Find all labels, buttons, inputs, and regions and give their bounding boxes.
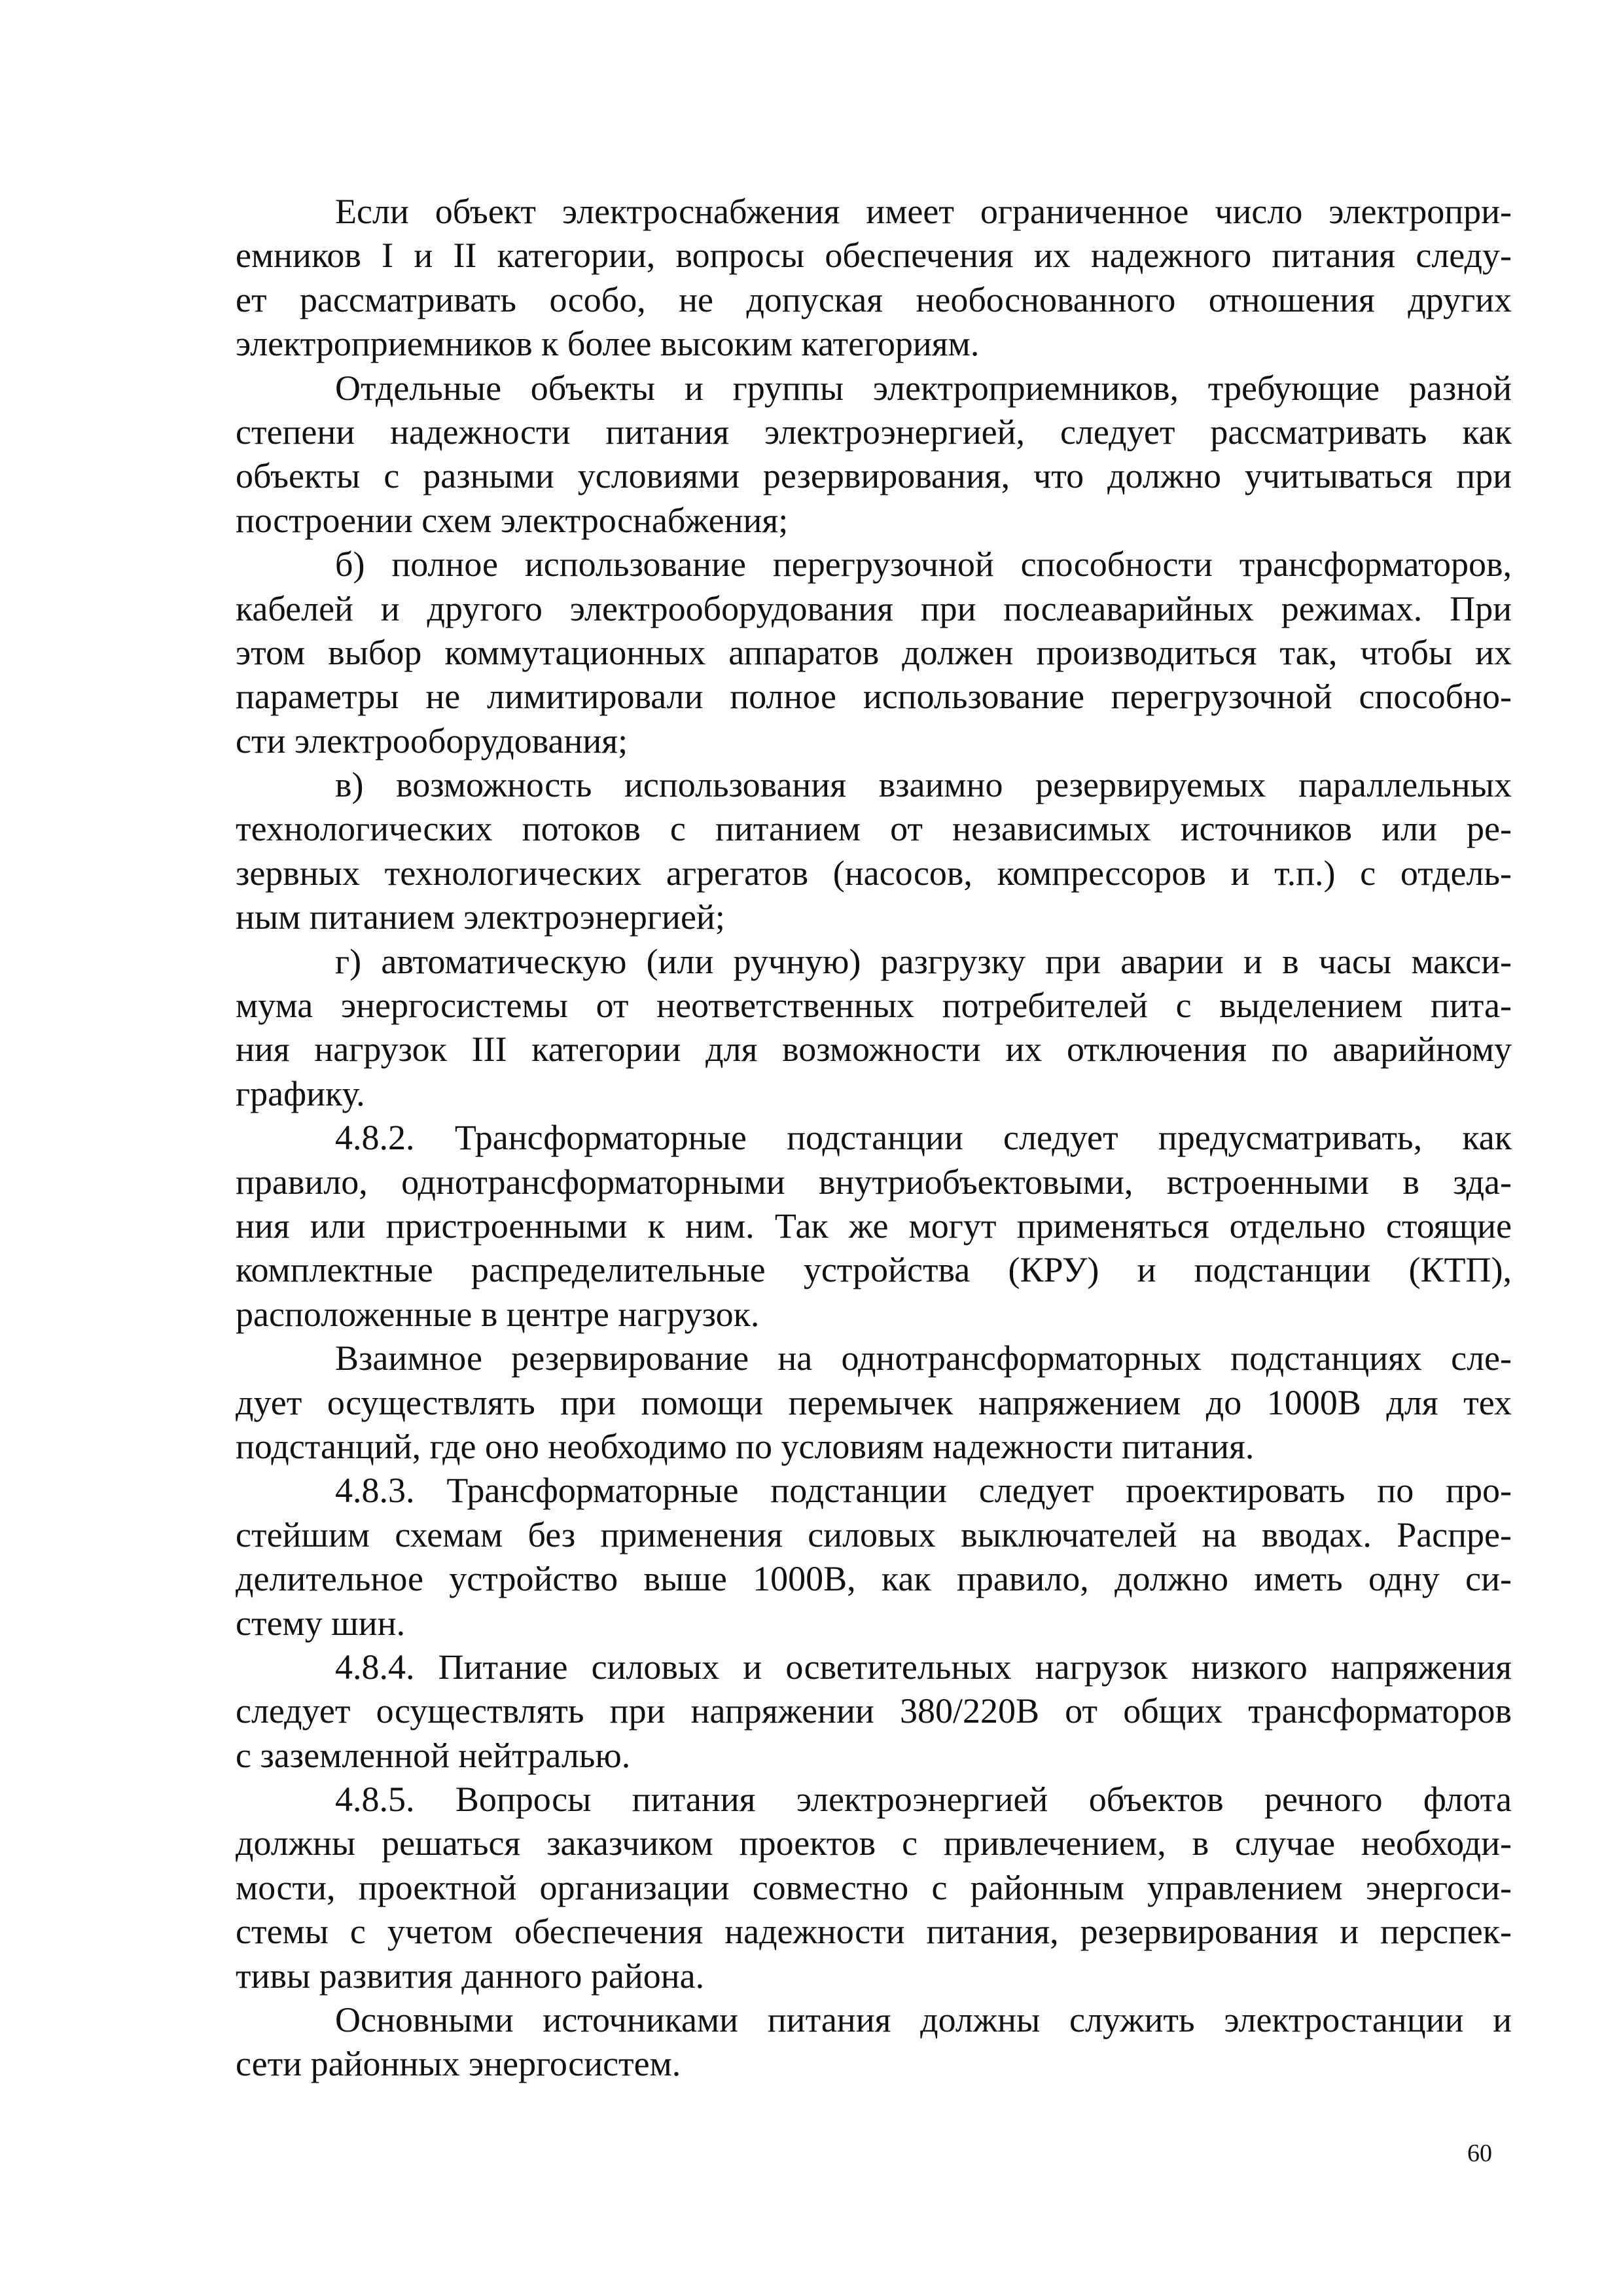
text-line: следует осуществлять при напряжении 380/220В от общих трансформаторов xyxy=(236,1691,1512,1731)
text-line: 4.8.3. Трансформаторные подстанции следует проектировать по про- xyxy=(335,1471,1512,1511)
text-line: ным питанием электроэнергией; xyxy=(236,897,725,937)
paragraph-section-4-8-4 xyxy=(236,1645,1512,1778)
text-line: Основными источниками питания должны служить электростанции и xyxy=(335,2000,1512,2040)
text-line: стему шин. xyxy=(236,1603,406,1643)
text-line: Взаимное резервирование на однотрансформаторных подстанциях сле- xyxy=(335,1338,1512,1378)
text-line: расположенные в центре нагрузок. xyxy=(236,1294,760,1334)
text-line: сети районных энергосистем. xyxy=(236,2044,681,2084)
text-line: зервных технологических агрегатов (насосов, компрессоров и т.п.) с отдель- xyxy=(236,853,1512,893)
paragraph-item-b xyxy=(236,543,1512,763)
paragraph-section-4-8-2 xyxy=(236,1116,1512,1336)
text-line: этом выбор коммутационных аппаратов должен производиться так, чтобы их xyxy=(236,632,1512,672)
text-line: комплектные распределительные устройства (КРУ) и подстанции (КТП), xyxy=(236,1250,1512,1290)
paragraph-section-4-8-5 xyxy=(236,1778,1512,1998)
text-line: степени надежности питания электроэнергией, следует рассматривать как xyxy=(236,412,1512,452)
paragraph-mutual-reservation xyxy=(236,1336,1512,1469)
text-line: тивы развития данного района. xyxy=(236,1956,705,1996)
text-line: мости, проектной организации совместно с районным управлением энергоси- xyxy=(236,1867,1512,1907)
paragraph-item-g xyxy=(236,940,1512,1117)
text-line: 4.8.4. Питание силовых и осветительных нагрузок низкого напряжения xyxy=(335,1647,1512,1687)
paragraph-separate-objects xyxy=(236,367,1512,543)
text-line: правило, однотрансформаторными внутриобъектовыми, встроенными в зда- xyxy=(236,1162,1512,1202)
text-line: электроприемников к более высоким категориям. xyxy=(236,324,980,364)
text-line: ния или пристроенными к ним. Так же могут применяться отдельно стоящие xyxy=(236,1206,1512,1246)
page-number: 60 xyxy=(1467,2140,1492,2167)
text-line: стемы с учетом обеспечения надежности питания, резервирования и перспек- xyxy=(236,1912,1512,1952)
text-line: емников I и II категории, вопросы обеспечения их надежного питания следу- xyxy=(236,236,1512,276)
body-text xyxy=(236,190,1512,2087)
text-line: стейшим схемам без применения силовых выключателей на вводах. Распре- xyxy=(236,1515,1512,1554)
text-line: параметры не лимитировали полное использование перегрузочной способно- xyxy=(236,677,1512,717)
text-line: с заземленной нейтралью. xyxy=(236,1735,631,1775)
text-line: объекты с разными условиями резервирования, что должно учитываться при xyxy=(236,456,1512,496)
text-line: Отдельные объекты и группы электроприемников, требующие разной xyxy=(335,368,1512,408)
text-line: подстанций, где оно необходимо по условиям надежности питания. xyxy=(236,1426,1255,1466)
text-line: 4.8.2. Трансформаторные подстанции следует предусматривать, как xyxy=(335,1118,1512,1158)
text-line: мума энергосистемы от неответственных потребителей с выделением пита- xyxy=(236,986,1512,1026)
text-line: ет рассматривать особо, не допуская необоснованного отношения других xyxy=(236,279,1512,319)
text-line: кабелей и другого электрооборудования при послеаварийных режимах. При xyxy=(236,588,1512,628)
text-line: технологических потоков с питанием от независимых источников или ре- xyxy=(236,809,1512,849)
text-line: делительное устройство выше 1000В, как правило, должно иметь одну си- xyxy=(236,1559,1512,1599)
paragraph-item-v xyxy=(236,763,1512,940)
paragraph-main-power-sources xyxy=(236,1998,1512,2087)
text-line: б) полное использование перегрузочной способности трансформаторов, xyxy=(335,545,1512,584)
text-line: должны решаться заказчиком проектов с привлечением, в случае необходи- xyxy=(236,1823,1512,1863)
text-line: построении схем электроснабжения; xyxy=(236,500,789,540)
text-line: сти электрооборудования; xyxy=(236,721,628,761)
text-line: графику. xyxy=(236,1073,365,1113)
text-line: Если объект электроснабжения имеет ограниченное число электропри- xyxy=(335,192,1512,231)
paragraph-limited-category-receivers xyxy=(236,190,1512,367)
text-line: дует осуществлять при помощи перемычек напряжением до 1000В для тех xyxy=(236,1382,1512,1422)
text-line: г) автоматическую (или ручную) разгрузку при аварии и в часы макси- xyxy=(335,941,1512,981)
text-line: ния нагрузок III категории для возможности их отключения по аварийному xyxy=(236,1030,1512,1069)
text-line: в) возможность использования взаимно резервируемых параллельных xyxy=(335,765,1512,805)
text-line: 4.8.5. Вопросы питания электроэнергией объектов речного флота xyxy=(335,1780,1512,1820)
paragraph-section-4-8-3 xyxy=(236,1469,1512,1645)
